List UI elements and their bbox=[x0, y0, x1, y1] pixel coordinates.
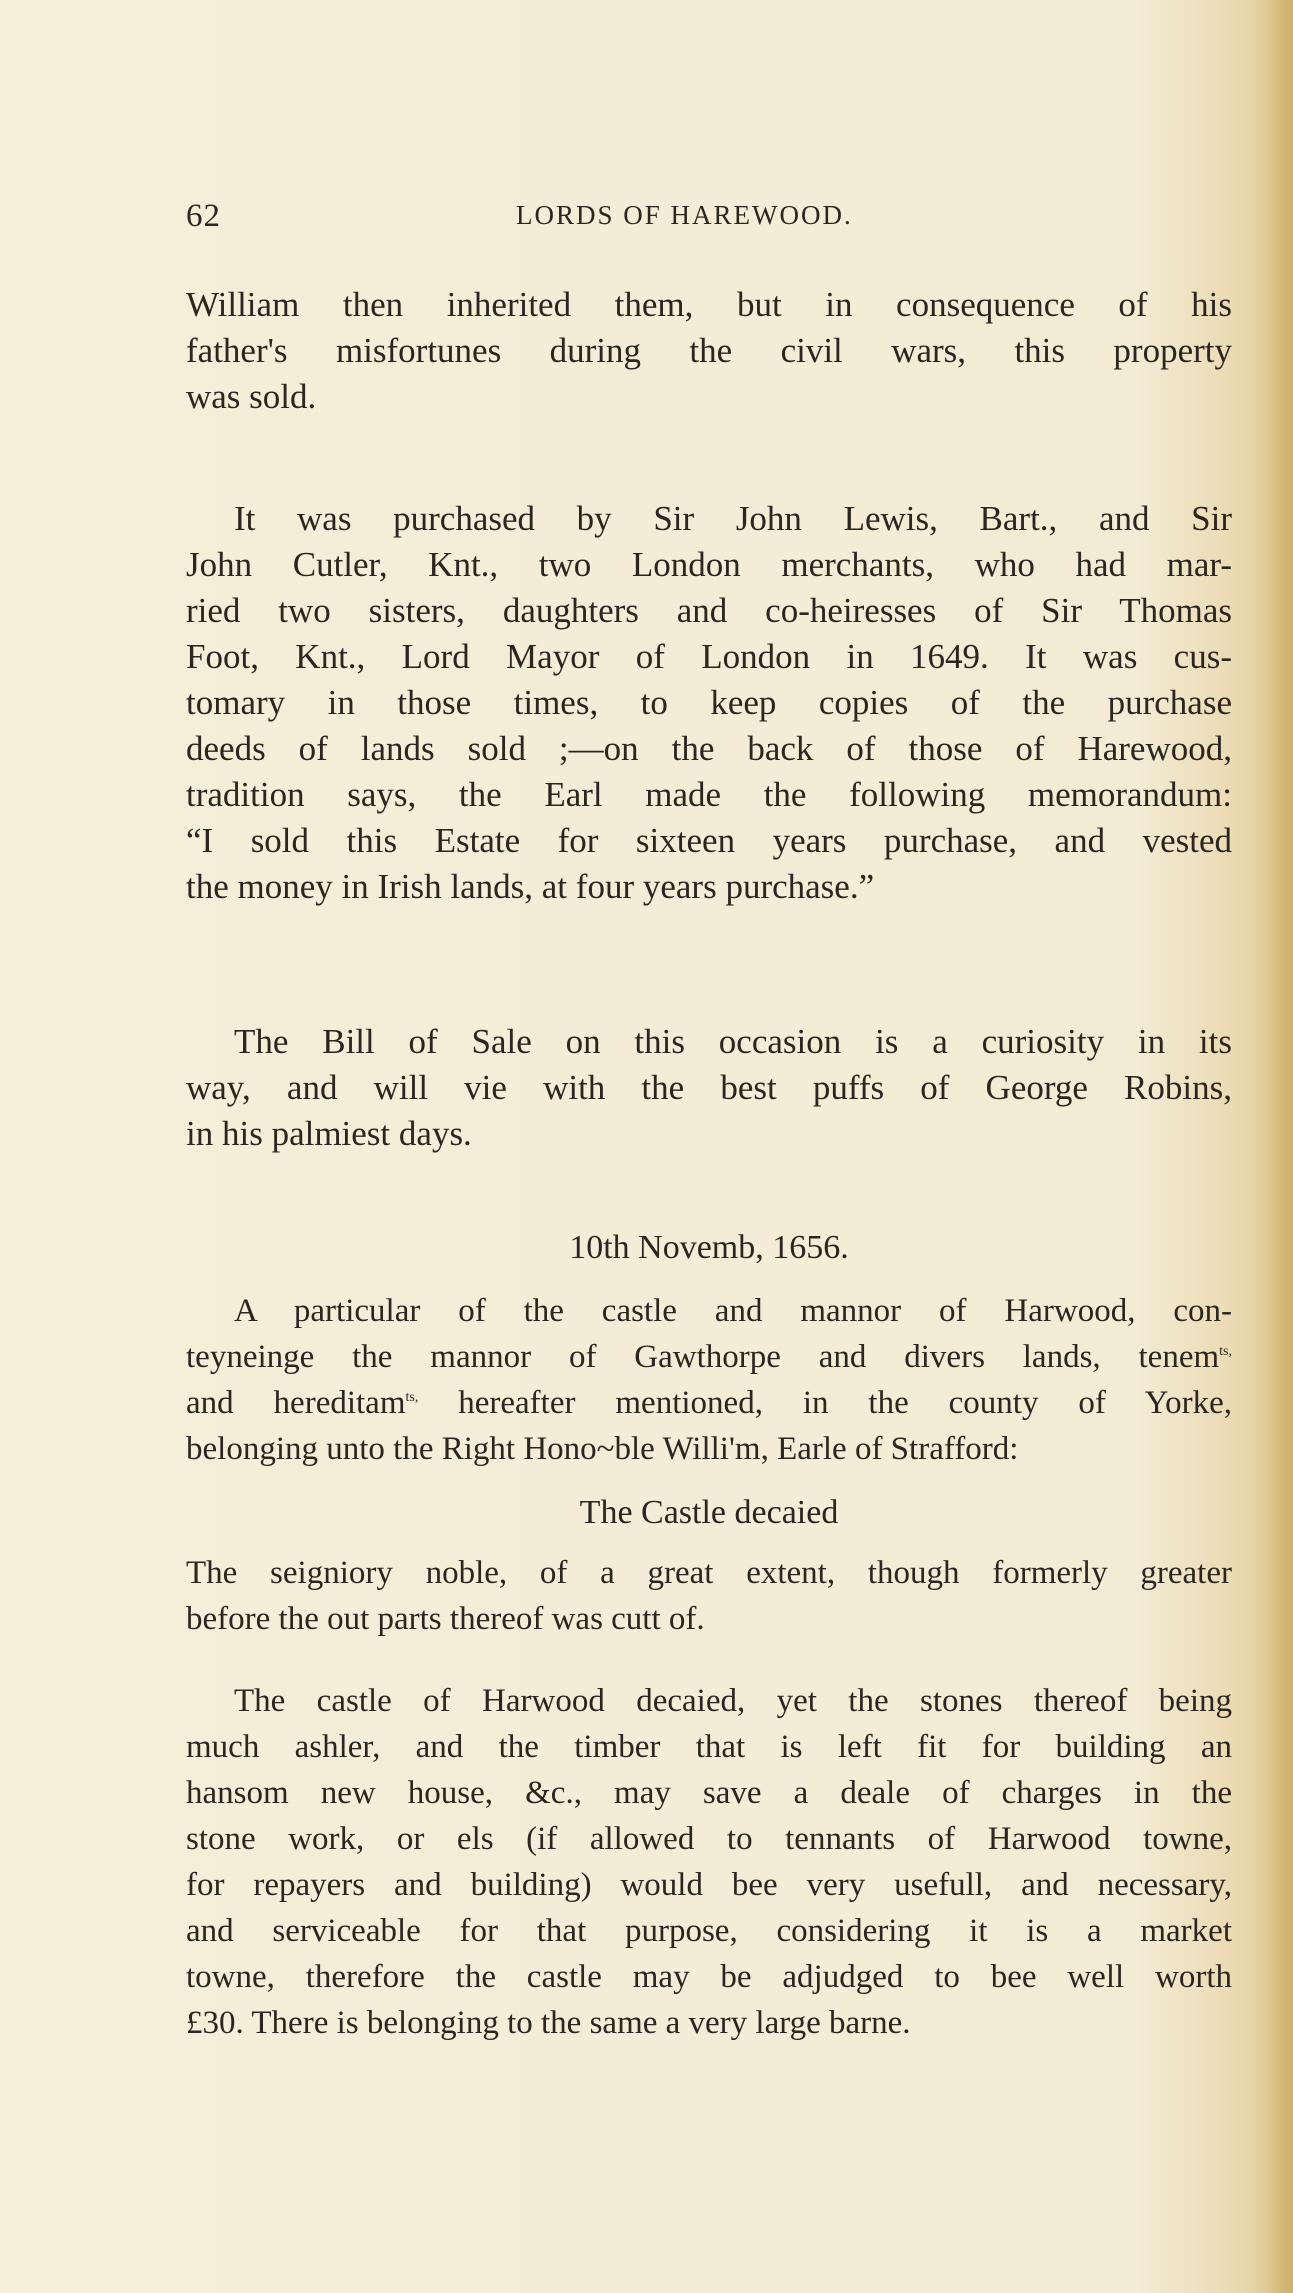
text-line: ried two sisters, daughters and co-heiresses of Sir Thomas bbox=[186, 591, 1232, 630]
text-line: The seigniory noble, of a great extent, though formerly greater bbox=[186, 1555, 1232, 1591]
text-line: “I sold this Estate for sixteen years purchase, and vested bbox=[186, 821, 1232, 860]
text-line: stone work, or els (if allowed to tennants of Harwood towne, bbox=[186, 1821, 1232, 1857]
text-line: Foot, Knt., Lord Mayor of London in 1649. It was cus- bbox=[186, 637, 1232, 676]
running-title: LORDS OF HAREWOOD. bbox=[516, 200, 853, 230]
text-line: the money in Irish lands, at four years purchase.” bbox=[186, 867, 875, 906]
superscript: ts, bbox=[405, 1390, 419, 1405]
text-fragment: teyneinge the mannor of Gawthorpe and divers lands, tenem bbox=[186, 1339, 1220, 1375]
text-line: The castle of Harwood decaied, yet the stones thereof being bbox=[234, 1683, 1232, 1719]
text-line: way, and will vie with the best puffs of George Robins, bbox=[186, 1068, 1232, 1107]
paragraph-5 bbox=[186, 1550, 1232, 1642]
text-line: It was purchased by Sir John Lewis, Bart., and Sir bbox=[234, 499, 1232, 538]
text-line: tradition says, the Earl made the following memorandum: bbox=[186, 775, 1232, 814]
text-line: A particular of the castle and mannor of Harwood, con- bbox=[234, 1293, 1232, 1329]
text-line: hansom new house, &c., may save a deale of charges in the bbox=[186, 1775, 1232, 1811]
text-line: towne, therefore the castle may be adjudged to bee well worth bbox=[186, 1959, 1232, 1995]
paragraph-4 bbox=[186, 1288, 1232, 1472]
date-line: 10th Novemb, 1656. bbox=[569, 1229, 849, 1266]
page-number: 62 bbox=[186, 198, 221, 234]
text-line: £30. There is belonging to the same a very large barne. bbox=[186, 2005, 911, 2041]
section-heading: The Castle decaied bbox=[579, 1494, 839, 1531]
text-line: John Cutler, Knt., two London merchants, who had mar- bbox=[186, 545, 1232, 584]
text-line: was sold. bbox=[186, 377, 317, 416]
page-edge-shadow bbox=[1263, 0, 1293, 2293]
text-line: William then inherited them, but in consequence of his bbox=[186, 285, 1232, 324]
text-line bbox=[186, 1334, 1232, 1380]
text-line: before the out parts thereof was cutt of. bbox=[186, 1601, 705, 1637]
text-fragment: hereafter mentioned, in the county of Yorke, bbox=[418, 1385, 1232, 1421]
text-line: tomary in those times, to keep copies of the purchase bbox=[186, 683, 1232, 722]
text-line: The Bill of Sale on this occasion is a curiosity in its bbox=[234, 1022, 1232, 1061]
text-fragment: and hereditam bbox=[186, 1385, 406, 1421]
paragraph-6 bbox=[186, 1678, 1232, 2046]
text-line: much ashler, and the timber that is left fit for building an bbox=[186, 1729, 1232, 1765]
paragraph-2 bbox=[186, 496, 1232, 910]
text-line bbox=[186, 1380, 1232, 1426]
text-line: father's misfortunes during the civil wars, this property bbox=[186, 331, 1232, 370]
text-line: for repayers and building) would bee very usefull, and necessary, bbox=[186, 1867, 1232, 1903]
text-line: belonging unto the Right Hono~ble Willi'm, Earle of Strafford: bbox=[186, 1431, 1019, 1467]
text-line: and serviceable for that purpose, considering it is a market bbox=[186, 1913, 1232, 1949]
paragraph-1 bbox=[186, 282, 1232, 420]
text-line: in his palmiest days. bbox=[186, 1114, 472, 1153]
running-head bbox=[186, 198, 1250, 238]
superscript: ts, bbox=[1219, 1344, 1232, 1359]
paragraph-3 bbox=[186, 1019, 1232, 1157]
text-line: deeds of lands sold ;—on the back of those of Harewood, bbox=[186, 729, 1232, 768]
